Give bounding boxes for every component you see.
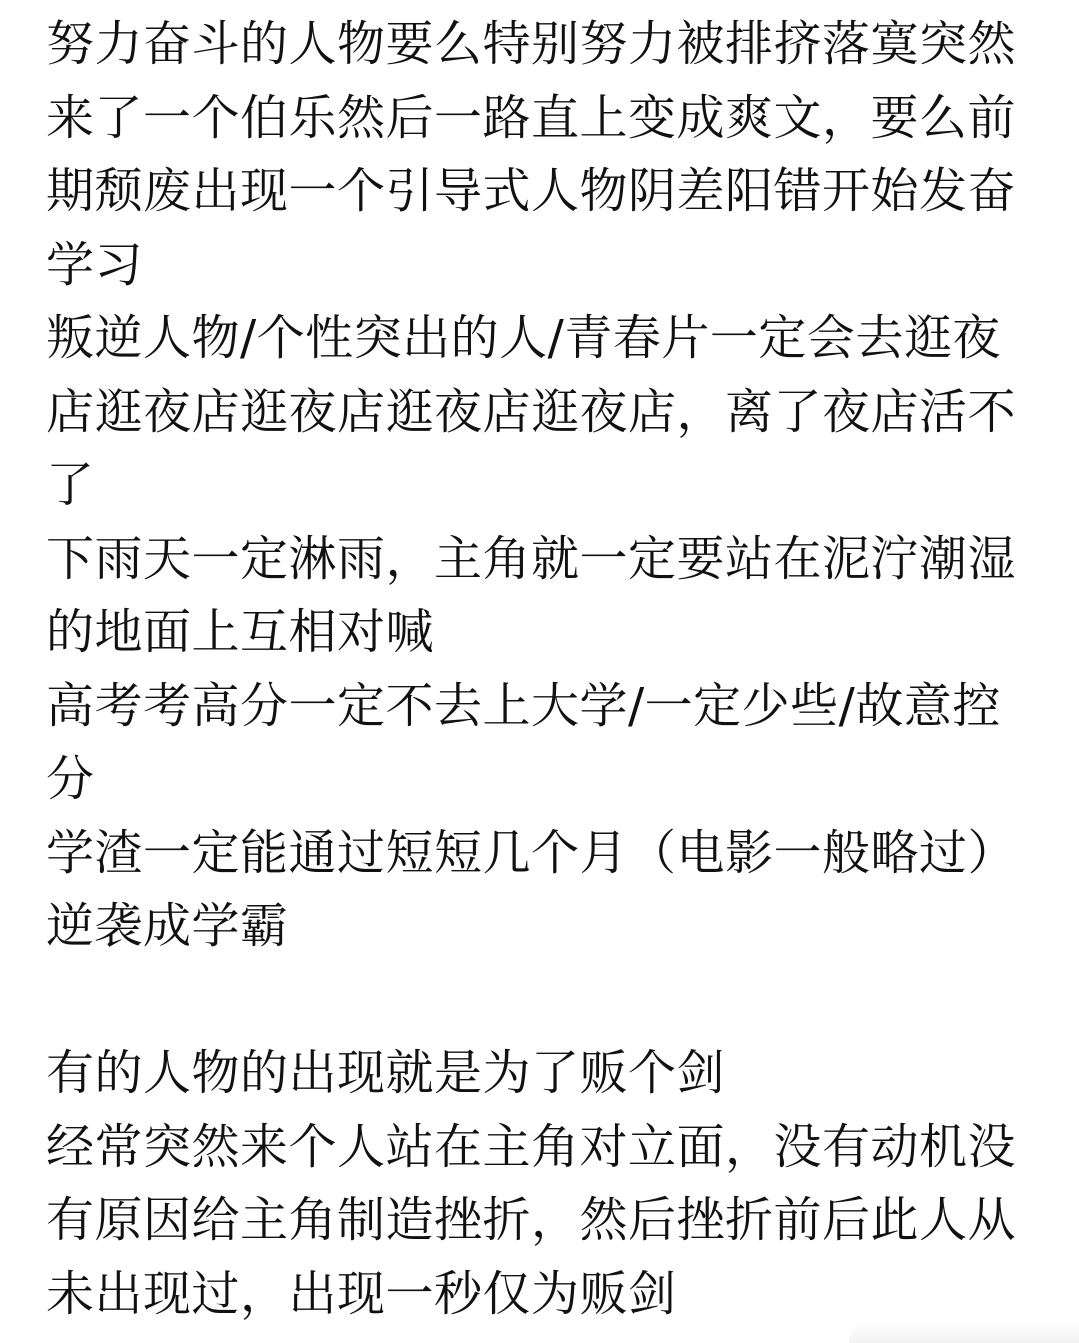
paragraph-6: 有的人物的出现就是为了贩个剑 bbox=[46, 1045, 726, 1101]
corner-shadow bbox=[849, 1321, 1079, 1343]
paragraph-2: 叛逆人物/个性突出的人/青春片一定会去逛夜店逛夜店逛夜店逛夜店逛夜店，离了夜店活不了 bbox=[46, 310, 1017, 513]
document-body bbox=[46, 8, 1036, 1331]
paragraph-4: 高考考高分一定不去上大学/一定少些/故意控分 bbox=[46, 677, 1001, 807]
paragraph-3: 下雨天一定淋雨，主角就一定要站在泥泞潮湿的地面上互相对喊 bbox=[46, 530, 1017, 660]
blank-line bbox=[46, 964, 1036, 1038]
paragraph-5: 学渣一定能通过短短几个月（电影一般略过）逆袭成学霸 bbox=[46, 824, 1017, 954]
paragraph-7: 经常突然来个人站在主角对立面，没有动机没有原因给主角制造挫折，然后挫折前后此人从未出现过，出现一秒仅为贩剑 bbox=[46, 1118, 1017, 1322]
paragraph-1: 努力奋斗的人物要么特别努力被排挤落寞突然来了一个伯乐然后一路直上变成爽文，要么前期颓废出现一个引导式人物阴差阳错开始发奋学习 bbox=[46, 16, 1017, 293]
